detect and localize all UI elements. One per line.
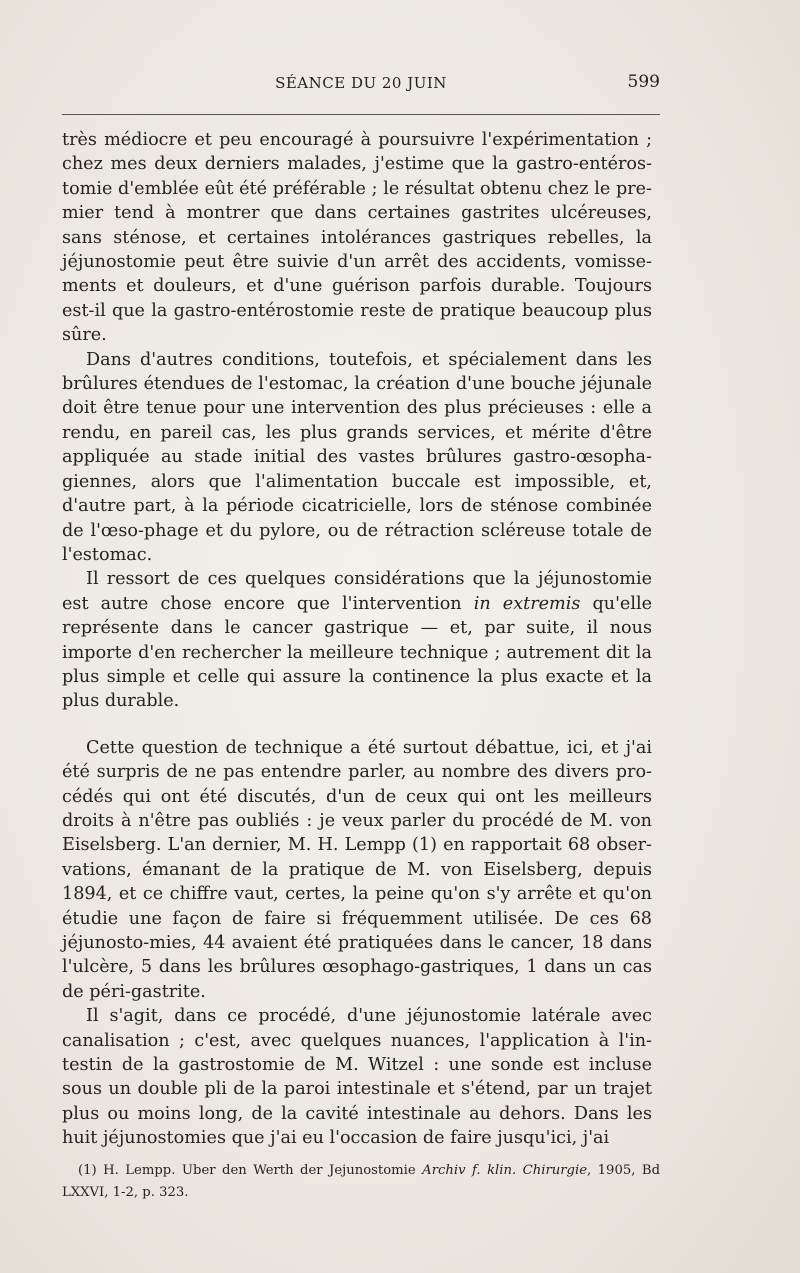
paragraph-3-text-a: Il ressort de ces quelques considérations que la jéjunostomie est autre chose encore que l'intervention: [62, 569, 652, 614]
page-header: [62, 74, 660, 100]
footnote-text-a: (1) H. Lempp. Uber den Werth der Jejunostomie: [78, 1163, 423, 1178]
paragraph-3: [62, 567, 652, 713]
paragraph-2: [62, 348, 652, 568]
paragraph-1-text: très médiocre et peu encouragé à poursuivre l'expérimentation ; chez mes deux derniers malades, j'estime que la gastro-entéros-tomie d'emblée eût été préférable ; le résultat obtenu chez le pre-mier tend à montrer que dans certaines gastrites ulcéreuses, sans sténose, et certaines intolérances gastriques rebelles, la jéjunostomie peut être suivie d'un arrêt des accidents, vomisse-ments et douleurs, et d'une guérison parfois durable. Toujours est-il que la gastro-entérostomie reste de pratique beaucoup plus sûre.: [62, 130, 652, 346]
footnote-italic: Archiv f. klin. Chirurgie: [422, 1163, 588, 1178]
page-number: 599: [627, 72, 660, 92]
body-text: [62, 128, 652, 1151]
footnote-text: [62, 1160, 660, 1204]
footnote: [62, 1160, 660, 1204]
paragraph-1: [62, 128, 652, 348]
paragraph-3-italic: in extremis: [473, 593, 581, 614]
paragraph-2-text: Dans d'autres conditions, toutefois, et spécialement dans les brûlures étendues de l'estomac, la création d'une bouche jéjunale doit être tenue pour une intervention des plus précieuses : elle a rendu, en pareil cas, les plus grands services, et mérite d'être appliquée au stade initial des vastes brûlures gastro-œsopha-giennes, alors que l'alimentation buccale est impossible, et, d'autre part, à la période cicatricielle, lors de sténose combinée de l'œso-phage et du pylore, ou de rétraction scléreuse totale de l'estomac.: [62, 349, 652, 565]
paragraph-5: [62, 1004, 652, 1150]
paragraph-4: [62, 736, 652, 1004]
header-rule: [62, 114, 660, 115]
paragraph-5-text: Il s'agit, dans ce procédé, d'une jéjunostomie latérale avec canalisation ; c'est, avec quelques nuances, l'application à l'in-testin de la gastrostomie de M. Witzel : une sonde est incluse sous un double pli de la paroi intestinale et s'étend, par un trajet plus ou moins long, de la cavité intestinale au dehors. Dans les huit jéjunostomies que j'ai eu l'occasion de faire jusqu'ici, j'ai: [62, 1006, 652, 1149]
footnote-text-b: , 1905, Bd LXXVI, 1-2, p. 323.: [62, 1163, 661, 1200]
running-title: SÉANCE DU 20 JUIN: [275, 74, 447, 92]
paragraph-3-text-b: qu'elle représente dans le cancer gastrique — et, par suite, il nous importe d'en rechercher la meilleure technique ; autrement dit la plus simple et celle qui assure la continence la plus exacte et la plus durable.: [62, 593, 652, 712]
paragraph-4-text: Cette question de technique a été surtout débattue, ici, et j'ai été surpris de ne pas entendre parler, au nombre des divers pro-cédés qui ont été discutés, d'un de ceux qui ont les meilleurs droits à n'être pas oubliés : je veux parler du procédé de M. von Eiselsberg. L'an dernier, M. H. Lempp (1) en rapportait 68 obser-vations, émanant de la pratique de M. von Eiselsberg, depuis 1894, et ce chiffre vaut, certes, la peine qu'on s'y arrête et qu'on étudie une façon de faire si fréquemment utilisée. De ces 68 jéjunosto-mies, 44 avaient été pratiquées dans le cancer, 18 dans l'ulcère, 5 dans les brûlures œsophago-gastriques, 1 dans un cas de péri-gastrite.: [62, 737, 652, 1002]
